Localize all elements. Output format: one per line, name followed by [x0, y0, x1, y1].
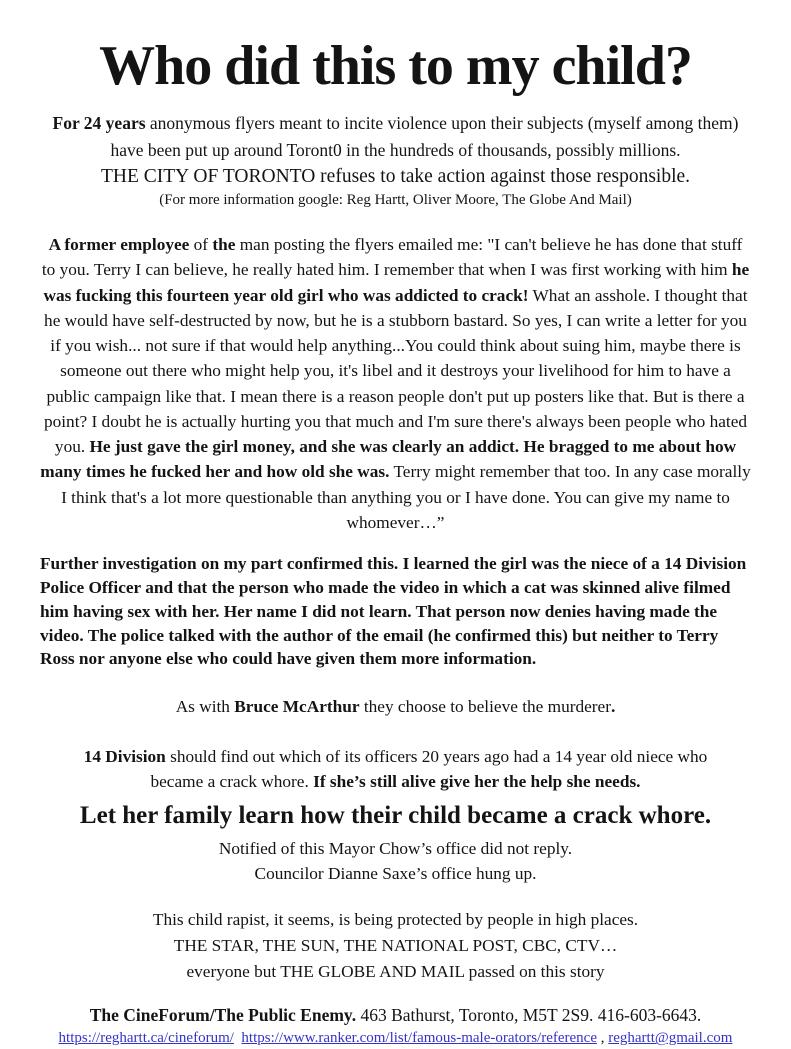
footer-address: 463 Bathurst, Toronto, M5T 2S9. 416-603-6643. [356, 1004, 702, 1025]
bruce-run-name: Bruce McArthur [234, 697, 360, 717]
media-line-protected: This child rapist, it seems, is being protected by people in high places. [152, 909, 639, 929]
mayor-chow-line: Notified of this Mayor Chow’s office did not reply. [218, 838, 573, 858]
page-title: Who did this to my child? [99, 35, 692, 97]
email-run-3: man posting the flyers emailed me: "I can't believe he has done that stuff to you. Terry I can believe, he really hated him. I remember that when I was first working with him [41, 235, 743, 280]
email-run-7: Terry might remember that too. In any case morally I think that's a lot more questionable than anything you or I have done. You can give my name to whomever…” [61, 462, 751, 532]
division-run-0: 14 Division [83, 746, 166, 766]
bruce-run-period: . [610, 697, 616, 717]
media-line-globe: everyone but THE GLOBE AND MAIL passed on this story [186, 961, 605, 981]
link-separator: , [596, 1030, 609, 1047]
email-run-4: he was fucking this fourteen year old girl who was addicted to crack! [43, 260, 750, 305]
city-of-toronto-line: THE CITY OF TORONTO refuses to take action against those responsible. [100, 165, 691, 187]
bruce-run-2: they choose to believe the murderer [359, 697, 611, 717]
intro-lead-bold: For 24 years [52, 113, 146, 134]
councilor-saxe-line: Councilor Dianne Saxe’s office hung up. [254, 863, 537, 883]
email-run-the: the [212, 235, 236, 255]
footer-org-name: The CineForum/The Public Enemy. [89, 1004, 357, 1025]
media-line-outlets: THE STAR, THE SUN, THE NATIONAL POST, CBC, CTV… [173, 935, 618, 955]
media-block [40, 907, 751, 985]
email-run-6: He just gave the girl money, and she was clearly an addict. He bragged to me about how many times he fucked her and how old she was. [40, 437, 737, 482]
google-info-line: (For more information google: Reg Hartt, Oliver Moore, The Globe And Mail) [159, 192, 632, 209]
email-run-5: What an asshole. I thought that he would have self-destructed by now, but he is a stubborn bastard. So yes, I can write a letter for you if you wish... not sure if that would help anything...You could think about suing him, maybe there is someone out there who might help you, it's libel and it destroys your livelihood for him to have a public campaign like that. I mean there is a reason people don't put up posters like that. But is there a point? I doubt he is actually hurting you that much and I'm sure there's always been people who hated you. [43, 285, 748, 457]
footer-links-line [40, 1028, 751, 1049]
investigation-paragraph: Further investigation on my part confirmed this. I learned the girl was the niece of a 14 Division Police Officer and that the person who made the video in which a cat was skinned alive filmed him having sex with her. Her name I did not learn. That person now denies having made the video. The police talked with the author of the email (he confirmed this) but neither to Terry Ross nor anyone else who could have given them more information. [40, 554, 747, 669]
division-run-1: should find out which of its officers 20 years ago had a 14 year old niece who became a crack whore. [150, 746, 708, 792]
footer-org-line [40, 1004, 751, 1027]
ranker-link[interactable]: https://www.ranker.com/list/famous-male-orators/reference [241, 1030, 597, 1047]
intro-lead-rest: anonymous flyers meant to incite violence upon their subjects (myself among them) have been put up around Toront0 in the hundreds of thousands, possibly millions. [110, 113, 739, 160]
intro-paragraph [40, 110, 751, 163]
email-quote-paragraph [40, 232, 751, 535]
link-space [234, 1030, 242, 1046]
bruce-mcarthur-line [40, 695, 751, 719]
email-run-former-employee: A former employee [48, 235, 190, 255]
division-run-2: If she’s still alive give her the help she needs. [313, 772, 641, 792]
email-run-1: of [189, 235, 213, 255]
division-paragraph [76, 744, 716, 796]
cineforum-link[interactable]: https://reghartt.ca/cineforum/ [58, 1030, 234, 1047]
flyer-page [40, 0, 751, 1049]
bruce-run-0: As with [175, 697, 235, 717]
email-link[interactable]: reghartt@gmail.com [608, 1030, 733, 1047]
family-headline: Let her family learn how their child became a crack whore. [79, 802, 712, 830]
